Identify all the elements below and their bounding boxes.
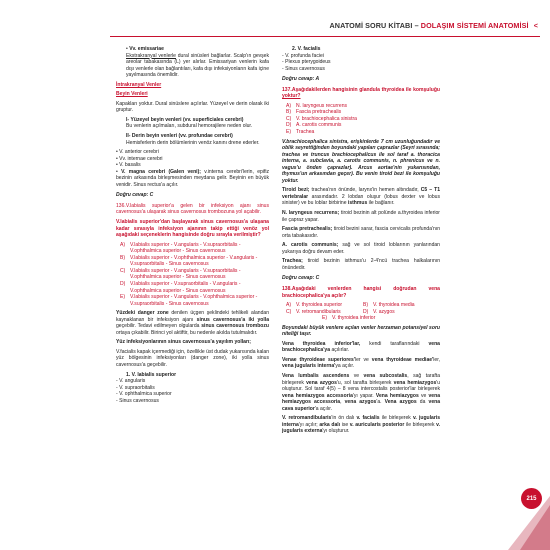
options-137: [282, 103, 440, 136]
book-title: ANATOMİ SORU KİTABI: [329, 21, 413, 30]
answer-135: Doğru cevap: C: [116, 192, 154, 199]
path-1-title: 1. V. labialis superior: [126, 371, 177, 378]
path-2-list: [282, 53, 440, 73]
answer-136: Doğru cevap: A: [282, 76, 320, 83]
option-136-c[interactable]: C) V.labialis superior - V.angularis - V.supraorbitalis - V.ophthalmica superior - Sinus cavernosus: [120, 267, 241, 281]
path-1-list: [116, 378, 269, 404]
group-1-text: Bu venlerin açılmaları, subdural hemorajilere neden olur.: [126, 123, 253, 130]
group-1: [126, 117, 269, 130]
question-136: V.labialis superior'dan başlayarak sinus cavernosus'a ulaşana kadar sırasıyla infeksiyon ajanının takip ettiği venöz yol aşağıdaki seçeneklerin hangisinde doğru sırayla verilmiştir?: [116, 219, 269, 239]
option-136-d[interactable]: D) V.labialis superior - V.supraorbitalis - V.angularis - V.ophthalmica superior - Sinus cavernosus: [120, 280, 241, 294]
face-infection-title: Yüz infeksiyonlarının sinus cavernosus'a yayılım yolları;: [116, 339, 251, 346]
vv-emissariae-underlined: Ekstrakranyal venlerle: [126, 52, 176, 59]
option-136-e[interactable]: E) V.labialis superior - V.angularis - V.ophthalmica superior - V.supraorbitalis - Sinus cavernosus: [120, 294, 258, 307]
group-1-num: I-: [126, 116, 130, 123]
option-138-a[interactable]: A) V. thyroidea superior: [286, 302, 343, 309]
option-136-b[interactable]: B) V.labialis superior - V.ophthalmica superior - V.angularis - V.supraorbitalis - Sinus cavernosus: [120, 254, 258, 268]
bullet: •: [126, 46, 128, 52]
list-item: • Vv. internae cerebri: [116, 155, 163, 162]
retromandibularis-text: V. retromandibularis'in ön dalı v. facialis ile birleşerek v. jugularis interna'yı açılır; arka dalı ise v. auricularis posterior ile birleşerek v. jugularis externa'yı oluşturur.: [282, 415, 441, 435]
option-137-a[interactable]: A) N. laryngeus recurrens: [286, 102, 348, 109]
trachea-text: Trachea; tiroid bezinin isthmus'u 2-4'ncü trachea halkalarının önündedir.: [282, 258, 440, 271]
tiroid-text: Tiroid bezi; trachea'nın önünde, larynx'in hemen altındadır, C5 – T1 vertebralar arasındadır. 2 lobdan oluşur (lobus dexter ve lobus sinister) ve bu loblar birbirine isthmus ile bağlanır.: [282, 187, 441, 207]
brachiocephalica-text: V.brachiocephalica sinistra, erişkinlerde 7 cm uzunluğundadır ve oblik seyrettiğinden boyundaki yapıları çaprazlar (Seyri sırasında; trachea ve truncus brachiocephalicus ile sol taraf a. thoracica interna, a. subclavia, a. carotis communis, n. phrenicus ve n. vagus'u önden çaprazlar). Arcus aortae'nin yukarısından, thymus'un arkasından geçer). Bu venin tiroid bezi ile komşuluğu yoktur.: [282, 138, 440, 184]
list-item: - Plexus pterygoideus: [282, 59, 331, 66]
vv-emissariae-block: [126, 46, 269, 79]
header-rule: [110, 36, 540, 37]
corner-decoration-inner: [520, 505, 550, 550]
question-138: 138.Aşağıdaki venlerden hangisi doğrudan vena brachiocephalica'ya açılır?: [282, 285, 440, 299]
path-2-title: 2. V. facialis: [292, 46, 321, 52]
group-2-title: Derin beyin venleri (vv. profundae cerebri): [131, 133, 233, 140]
danger-zone-text: Yüzdeki danger zone denilen üçgen şeklindeki tehlikeli alandan kaynaklanan bir infeksiyon ajanı sinus cavernosus'a iki yolla geçebilir. Tedavi edilmeyen olgularda sinus cavernosus trombozu ortaya çıkabilir. Birinci yol aktiftir, bu nedenle akılda tutulmalıdır.: [116, 310, 270, 336]
option-137-c[interactable]: C) V. brachiocephalica sinistra: [286, 115, 357, 122]
chapter-title: DOLAŞIM SİSTEMİ ANATOMİSİ: [420, 21, 529, 30]
section-beyin-venleri: Beyin Venleri: [116, 91, 148, 98]
group-2: [126, 133, 269, 146]
option-136-a[interactable]: A) V.labialis superior - V.angularis - V.supraorbitalis - V.ophthalmica superior - Sinus cavernosus: [120, 241, 241, 255]
face-infection-text: V.facialis kapak içermediği için, özellikle üst dudak yukarısında kalan yüz bölgesinin infeksiyonları (danger zone), iki yolla sinus cavernosus'a geçebilir.: [116, 348, 269, 368]
lumbalis-text: Vena lumbalis ascendens ve vena subcostalis, sağ tarafta birleşerek vena azygos'u, sol tarafta birleşerek vena hemiazygos'u oluşturur. Sol taraf 4(5) – 8 vena intercostalis posterior'lar birleşerek vena hemiazygos accessoria'yı yapar. Vena hemiazygos ve vena hemiazygos accessoria, vena azygos'a. Vena azygos da vena cava superior'a açılır.: [282, 372, 441, 412]
options-138: [286, 302, 440, 315]
vt-superior-text: Venae thyroideae superiores'ler ve vena thyroideae mediae'ler, vena jugularis interna'ya açılır.: [282, 356, 440, 370]
question-137: 137.Aşağıdakilerden hangisinin glandula thyroidea ile komşuluğu yoktur?: [282, 86, 440, 100]
section-intrakranial: İntrakranyal Venler: [116, 81, 162, 88]
right-column: [282, 46, 440, 438]
option-138-c[interactable]: C) V. retromandibularis: [286, 308, 341, 315]
option-138-e[interactable]: E) V. thyroidea inferior: [322, 315, 376, 322]
list-item: - Sinus cavernosus: [116, 397, 159, 404]
fascia-text: Fascia pretrachealis; tiroid bezini sarar, fascia cervicalis profunda'nın orta tabakasıdır.: [282, 226, 440, 239]
answer-137: Doğru cevap: C: [282, 275, 320, 282]
options-136: [116, 242, 269, 307]
option-137-e[interactable]: E) Trachea: [286, 129, 315, 136]
question-136-intro: 136.V.labialis superior'a gelen bir infeksiyon ajanı sinus cavernosus'a ulaşarak sinus cavernosus trombozuna yol açabilir.: [116, 202, 269, 216]
group-2-num: II-: [126, 133, 131, 140]
list-item: - Sinus cavernosus: [282, 65, 325, 72]
left-column: [116, 46, 269, 407]
carotis-text: A. carotis communis; sağ ve sol tiroid loblarının yanlarından yukarıya doğru devam eder.: [282, 242, 440, 255]
header-arrow-icon: <: [533, 21, 538, 30]
option-138-b[interactable]: B) V. thyroidea media: [363, 302, 415, 309]
list-item: - V. angularis: [116, 378, 146, 385]
boyun-note: Boyundaki büyük venlere açılan venler herzaman potansiyel soru niteliği taşır.: [282, 324, 440, 338]
vv-emissariae-title: Vv. emissariae: [129, 46, 164, 52]
option-137-b[interactable]: B) Fascia pretrachealis: [286, 109, 342, 116]
beyin-text: Kapakları yoktur. Dural sinüslere açılırlar. Yüzeyel ve derin olarak iki gruptur.: [116, 100, 269, 114]
running-header: [329, 21, 538, 35]
vv-emissariae-text: dural sinüsleri bağlarlar. Scalp'ın gevşek areolar tabakasında (L) yer alırlar. Emissariyan venlerin kafa dışı venlerle olan bağlantıları, kafa dışı infeksiyonların kafa içine yayılmasında önemlidir.: [126, 52, 270, 79]
nlr-text: N. laryngeus recurrens; tiroid bezinin alt polünde a.thyroidea inferior ile çapraz yapar.: [282, 210, 440, 223]
group-2-text: Hemisferlerin derin bölümlerinin venöz kanını drene ederler.: [126, 139, 260, 146]
list-item: - V. ophthalmica superior: [116, 391, 172, 398]
option-137-d[interactable]: D) A. carotis communis: [286, 122, 342, 129]
list-item: - V. supraorbitalis: [116, 384, 155, 391]
list-item: • V. anterior cerebri: [116, 149, 159, 156]
option-138-d[interactable]: D) V. azygos: [363, 308, 395, 315]
header-separator: –: [414, 21, 419, 30]
list-item: • V. basalis: [116, 162, 141, 169]
page-number: 215: [521, 488, 542, 509]
group-2-list: [116, 149, 269, 188]
list-item: - V. profunda faciei: [282, 52, 324, 59]
group-1-title: Yüzeyel beyin venleri (vv. superficiales cerebri): [130, 116, 244, 123]
vt-inferior-text: Vena thyroidea inferior'lar, kendi taraflarındaki vena brachiocephalica'ya açılırlar.: [282, 340, 440, 354]
list-item: • V. magna cerebri (Galen veni); v.interna cerebri'lerin, epifiz bezinin arkasında birleşmesinden meydana gelir. Beyinin en büyük venidir. Sinus rectus'a açılır.: [116, 168, 269, 188]
